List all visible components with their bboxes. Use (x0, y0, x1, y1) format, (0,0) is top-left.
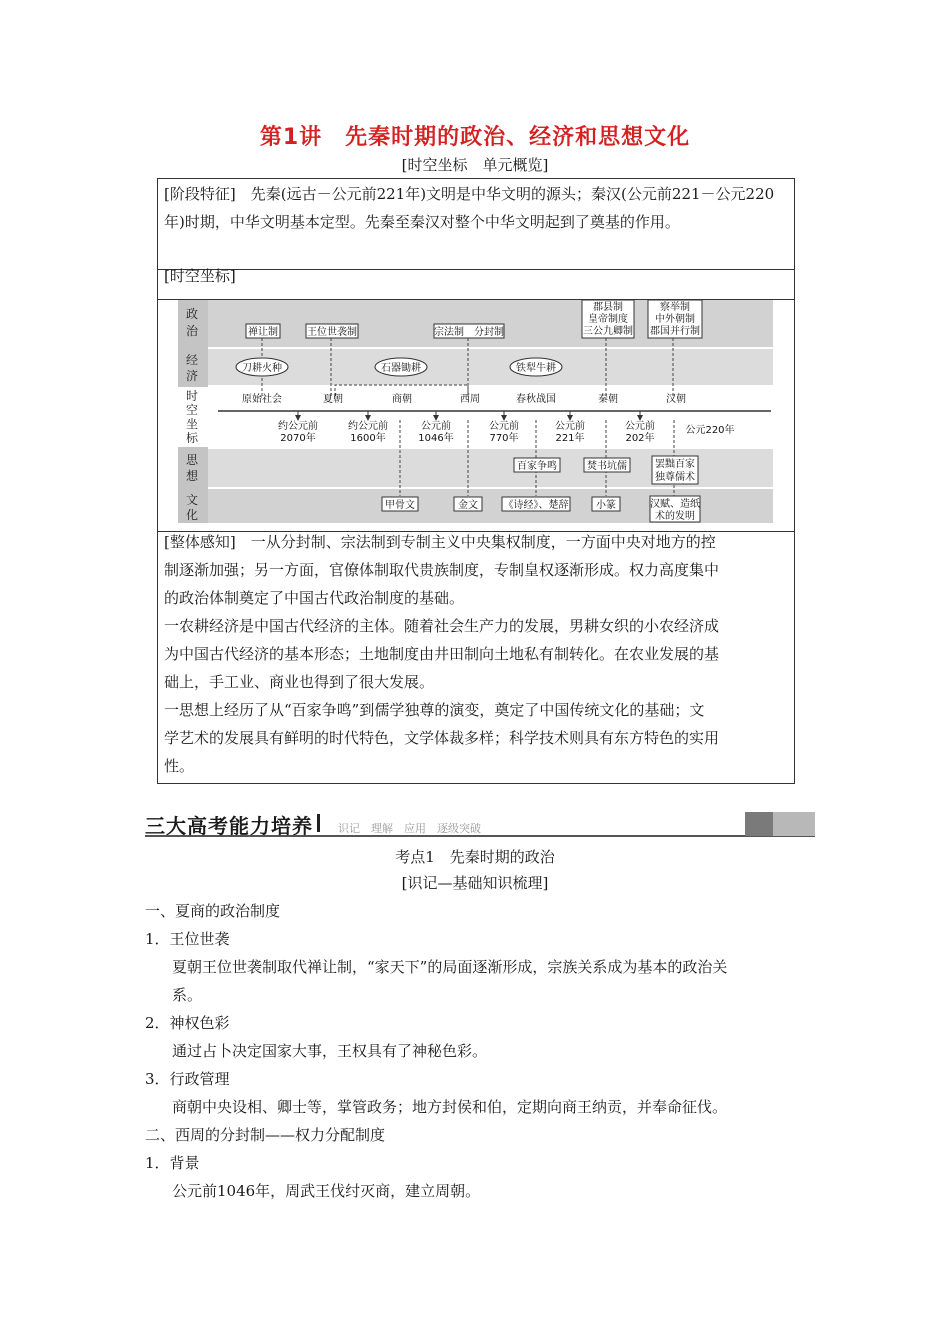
overview-line: 的政治体制奠定了中国古代政治制度的基础。 (164, 589, 465, 607)
date-label: 公元前 (555, 421, 585, 432)
page-subtitle: [时空坐标 单元概览] (401, 156, 549, 174)
era-primitive: 原始社会 (242, 394, 282, 405)
era-chunqiu: 春秋战国 (516, 394, 556, 405)
row-label-time-2: 空 (185, 403, 199, 417)
date-label: 公元前 (489, 421, 519, 432)
thought-item-duzun: 独尊儒术 (655, 472, 695, 483)
item-heading: 1．王位世袭 (145, 930, 230, 948)
timeline-label: [时空坐标] (164, 267, 236, 285)
culture-item-xiaozhuan: 小篆 (596, 500, 616, 511)
date-label: 202年 (625, 433, 655, 444)
section-heading: 考点1 先秦时期的政治 (395, 848, 555, 866)
body-paragraph: 夏朝王位世袭制取代禅让制，“家天下”的局面逐渐形成，宗族关系成为基本的政治关 (172, 958, 728, 976)
row-label-thought-2: 想 (185, 469, 199, 483)
politics-item-junguo: 郡国并行制 (650, 326, 700, 337)
politics-item-shanrang: 禅让制 (248, 327, 278, 338)
thought-item-fenshu: 焚书坑儒 (587, 461, 627, 472)
politics-item-zongfa-fenfeng: 宗法制 分封制 (434, 327, 504, 338)
culture-item-shijing: 《诗经》、楚辞 (503, 500, 569, 511)
culture-item-jiagu: 甲骨文 (385, 500, 415, 511)
banner-title: 三大高考能力培养 (145, 814, 313, 838)
row-label-time-3: 坐 (185, 417, 199, 431)
item-heading: 3．行政管理 (145, 1070, 230, 1088)
era-shang: 商朝 (392, 394, 412, 405)
body-paragraph: 商朝中央设相、卿士等，掌管政务；地方封侯和伯，定期向商王纳贡，并奉命征伐。 (172, 1098, 728, 1116)
stage-text: 先秦(远古－公元前221年)文明是中华文明的源头；秦汉(公元前221－公元220年)时期，中华文明基本定型。先秦至秦汉对整个中华文明起到了奠基的作用。 (164, 185, 775, 231)
row-label-thought-1: 思 (185, 453, 199, 467)
politics-item-sangong: 三公九卿制 (583, 326, 633, 337)
thought-item-baijia: 百家争鸣 (517, 461, 557, 472)
overall-perception (164, 528, 790, 780)
body-paragraph: 通过占卜决定国家大事，王权具有了神秘色彩。 (172, 1042, 488, 1060)
culture-item-fa-ming: 术的发明 (655, 511, 695, 522)
row-label-time-4: 标 (185, 431, 199, 445)
row-label-time-1: 时 (185, 389, 199, 403)
politics-item-chaju: 察举制 (660, 302, 690, 313)
row-label-culture-2: 化 (185, 508, 199, 522)
politics-item-wangwei: 王位世袭制 (307, 327, 357, 338)
date-label: 公元前 (625, 421, 655, 432)
overview-line: [整体感知] 一从分封制、宗法制到专制主义中央集权制度，一方面中央对地方的控 (164, 533, 716, 551)
date-label: 公元220年 (685, 425, 735, 436)
overview-line: 础上，手工业、商业也得到了很大发展。 (164, 673, 435, 691)
date-label: 1600年 (350, 433, 386, 444)
date-label: 221年 (555, 433, 585, 444)
era-han: 汉朝 (666, 394, 686, 405)
row-label-politics-2: 治 (185, 324, 199, 338)
timeline-diagram (178, 300, 773, 523)
politics-item-junxian: 郡县制 (593, 302, 623, 313)
politics-item-huangdi: 皇帝制度 (588, 314, 628, 325)
row-label-politics-1: 政 (185, 307, 199, 321)
date-label: 1046年 (418, 433, 454, 444)
item-heading: 2．神权色彩 (145, 1014, 230, 1032)
stage-label: [阶段特征] (164, 185, 236, 203)
table-divider (158, 269, 794, 270)
body-paragraph: 公元前1046年，周武王伐纣灭商，建立周朝。 (172, 1182, 481, 1200)
era-qin: 秦朝 (598, 394, 618, 405)
economy-item-tieli: 铁犁牛耕 (516, 363, 556, 374)
banner-subtitle: 识记 理解 应用 逐级突破 (338, 822, 481, 835)
overview-line: 一思想上经历了从“百家争鸣”到儒学独尊的演变，奠定了中国传统文化的基础；文 (164, 701, 705, 719)
politics-item-zhongwai: 中外朝制 (655, 314, 695, 325)
date-label: 约公元前 (348, 421, 388, 432)
date-label: 2070年 (280, 433, 316, 444)
date-label: 约公元前 (278, 421, 318, 432)
date-label: 770年 (489, 433, 519, 444)
thought-item-bachu: 罢黜百家 (655, 459, 695, 470)
overview-line: 性。 (164, 757, 195, 775)
economy-item-shiqi: 石器锄耕 (381, 363, 421, 374)
overview-line: 为中国古代经济的基本形态；土地制度由井田制向土地私有制转化。在农业发展的基 (164, 645, 720, 663)
overview-line: 一农耕经济是中国古代经济的主体。随着社会生产力的发展，男耕女织的小农经济成 (164, 617, 720, 635)
overview-line: 学艺术的发展具有鲜明的时代特色，文学体裁多样；科学技术则具有东方特色的实用 (164, 729, 720, 747)
stage-features (164, 180, 790, 236)
culture-item-jinwen: 金文 (458, 500, 478, 511)
body-paragraph: 系。 (172, 986, 203, 1004)
era-xizhou: 西周 (460, 394, 480, 405)
heading-2: 二、西周的分封制——权力分配制度 (145, 1126, 386, 1144)
overview-line: 制逐渐加强；另一方面，官僚体制取代贵族制度，专制皇权逐渐形成。权力高度集中 (164, 561, 720, 579)
row-label-economy-2: 济 (185, 369, 199, 383)
date-label: 公元前 (421, 421, 451, 432)
culture-item-hanfu: 汉赋、造纸 (650, 499, 700, 510)
era-xia: 夏朝 (323, 394, 343, 405)
economy-item-daogeng: 刀耕火种 (242, 363, 282, 374)
item-heading: 1．背景 (145, 1154, 200, 1172)
heading-1: 一、夏商的政治制度 (145, 902, 281, 920)
section-subheading: [识记—基础知识梳理] (401, 874, 549, 892)
row-label-culture-1: 文 (185, 493, 199, 507)
row-label-economy-1: 经 (185, 353, 199, 367)
page-title: 第1讲 先秦时期的政治、经济和思想文化 (259, 125, 691, 150)
